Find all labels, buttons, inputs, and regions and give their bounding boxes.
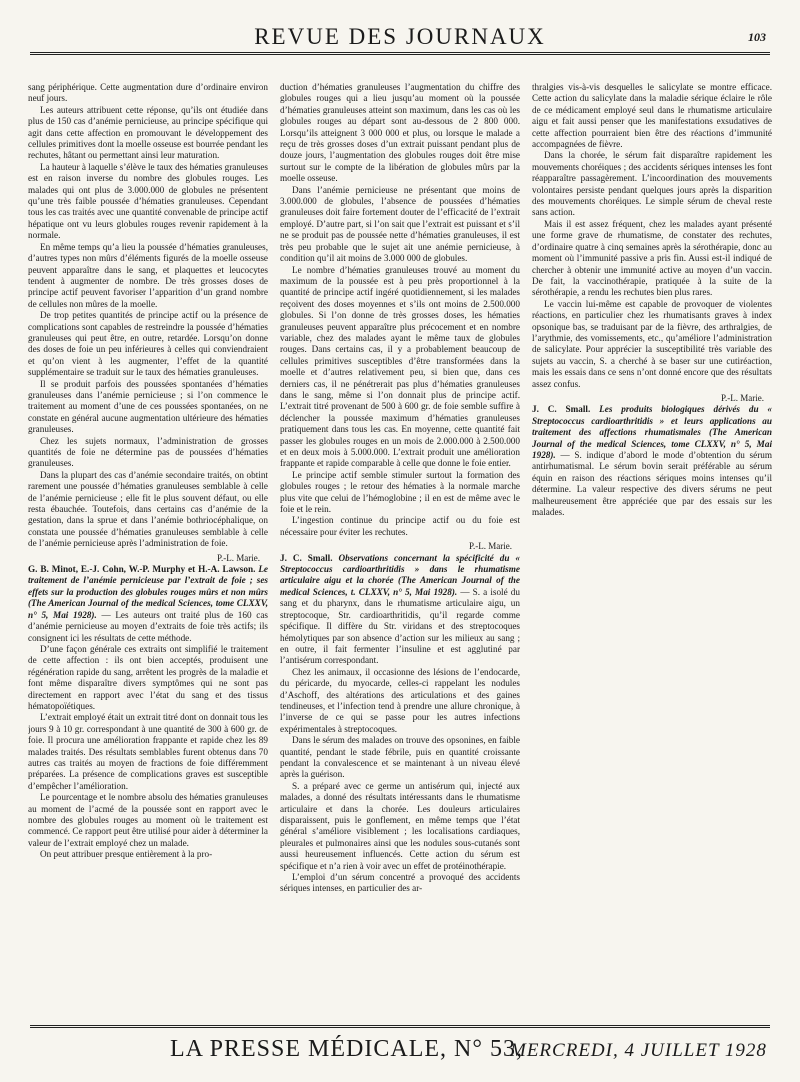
paragraph: Dans l’anémie pernicieuse ne présentant que moins de 3.000.000 de globules, l’absence de poussées d’hématies granuleuses doit faire fortement douter de l’efficacité de l’extrait employé. D’autre part, si l’on sait que l’extrait est puissant et s’il ne se produit pas de poussée nette d’hématies granuleuses, il est très peu probable que le sujet ait une anémie pernicieuse, à condition qu’il ait moins de 3.000 000 de globules. [280, 184, 520, 264]
article-title: Les produits biologiques dérivés du « Streptococcus cardioarthritidis » et leurs applications au traitement des affections rhumatismales (The American Journal of the medical Sciences, tome CLXXV, n° 5, Mai 1928). [532, 404, 772, 460]
column-3 [532, 82, 772, 1032]
paragraph: Chez les animaux, il occasionne des lésions de l’endocarde, du péricarde, du myocarde, celles-ci rappelant les nodules d’Aschoff, des altérations des articulations et des gaines tendineuses, et l’infection tend à prendre une allure chronique, à l’inverse de ce qui se passe pour les autres infections expérimentales à streptocoques. [280, 666, 520, 734]
article-authors: J. C. Small. [280, 552, 333, 563]
paragraph: On peut attribuer presque entièrement à la pro- [40, 849, 213, 860]
paragraph: L’emploi d’un sérum concentré a provoqué des accidents sériques intenses, en particulier des ar- [280, 872, 520, 894]
article-authors: J. C. Small. [532, 404, 591, 415]
paragraph: L’extrait employé était un extrait titré dont on donnait tous les jours 9 à 10 gr. correspondant à une quantité de 300 à 600 gr. de foie. Il procura une amélioration frappante et rapide chez les 89 malades traités. Des résultats semblables furent obtenus dans 70 autres cas traités au moyen de fractions de foie différemment préparées. La présence de complications graves est susceptible d’empêcher l’amélioration. [28, 712, 268, 791]
journal-name: LA PRESSE MÉDICALE, N° 53, [170, 1036, 523, 1062]
article-intro: — Les auteurs ont traité plus de 160 cas d’anémie pernicieuse au moyen d’extraits de foie très actifs; ils consignent ici les résultats de cette méthode. [28, 609, 268, 643]
paragraph: Le vaccin lui-même est capable de provoquer de violentes réactions, en particulier chez les rhumatisants graves à index opsonique bas, se traduisant par de la fièvre, des arthralgies, de l’arythmie, des vomissements, etc., qu’améliore l’administration de salicylate. Pour apprécier la susceptibilité très variable des sujets au vaccin, S. a cherché à se baser sur une cutiréaction, mais les essais dans ce sens n’ont donné encore que des résultats assez confus. [532, 298, 772, 389]
paragraph: Il se produit parfois des poussées spontanées d’hématies granuleuses dans l’anémie pernicieuse ; si l’on commence le traitement au moment d’une de ces poussées spontanées, on ne constate en général aucune augmentation ultérieure des hématies granuleuses. [28, 378, 268, 435]
issue-date: MERCREDI, 4 JUILLET 1928 [510, 1040, 767, 1061]
column-1 [28, 82, 268, 1032]
paragraph: Le principe actif semble stimuler surtout la formation des globules rouges ; le retour des hématies à la normale marche plus vite que celui de l’hémoglobine ; il en est de même avec le foie et le rein. [280, 469, 520, 515]
article-heading [532, 404, 772, 518]
paragraph: De trop petites quantités de principe actif ou la présence de complications sont capables de restreindre la poussée d’hématies granuleuses qui peut être, en outre, retardée. Lorsqu’on donne des doses de foie un peu inférieures à celles qui conviendraient et qu’on vient à les augmenter, l’effet de la quantité supplémentaire se traduit sur le taux des hématies granuleuses. [28, 310, 268, 378]
paragraph: L’ingestion continue du principe actif ou du foie est nécessaire pour éviter les rechutes. [280, 515, 520, 537]
paragraph: Le pourcentage et le nombre absolu des hématies granuleuses au moment de l’acmé de la poussée sont en rapport avec le nombre des globules rouges au moment où le traitement est commencé. Ce rapport peut être utilisé pour aider à déterminer la valeur de l’extrait employé chez un malade. [28, 792, 268, 848]
page-title: REVUE DES JOURNAUX [254, 24, 546, 49]
paragraph: Le nombre d’hématies granuleuses trouvé au moment du maximum de la poussée est à peu près proportionnel à la quantité de principe actif ingéré quotidiennement, si les malades reçoivent des doses moyennes et s’ils ont moins de 2.500.000 globules. Si l’on donne de très grosses doses, les hématies granuleuses peuvent apparaître plus précocement et en nombre variable, chez des malades ayant le même taux de globules rouges. Dans certains cas, il y a probablement beaucoup de cellules primitives susceptibles d’être transformées dans la moelle et d’autres relativement peu, si bien que, dans ces derniers cas, il ne pénétrerait pas plus d’hématies granuleuses dans le sang, même si l’on donnait plus de principe actif. L’extrait titré provenant de 500 à 600 gr. de foie semble suffire à déclencher la poussée maximum d’hématies granuleuses pratiquement dans tous les cas. En moyenne, cette quantité fait passer les globules rouges en un mois de 2.000.000 à 2.500.000 et en deux mois à 5.000.000. L’extrait produit une amélioration frappante et rapide comparable à celle que donne le foie entier. [280, 264, 520, 469]
article-intro: — S. a isolé du sang et du pharynx, dans le rhumatisme articulaire aigu, un streptocoque, Str. cardioarthritidis, qu’il regarde comme spécifique. Il diffère du Str. viridans et des streptocoques hémolytiques par son absence d’action sur les milieux au sang ; en outre, il fait fermenter l’insuline et est agglutiné par l’antisérum correspondant. [280, 586, 520, 666]
paragraph: sang périphérique. Cette augmentation dure d’ordinaire environ neuf jours. [28, 82, 268, 104]
page-number: 103 [748, 30, 766, 44]
page-footer [30, 1025, 770, 1072]
article-heading [280, 553, 520, 667]
author-signature: P.-L. Marie. [721, 392, 764, 403]
article-title: Observations concernant la spécificité du « Streptococcus cardioarthritidis » dans le rhumatisme articulaire aigu et la chorée (The American Journal of the medical Sciences, t. CLXXV, n° 5, Mai 1928). [280, 552, 520, 597]
paragraph: Chez les sujets normaux, l’administration de grosses quantités de foie ne détermine pas de poussées d’hématies granuleuses. [28, 435, 268, 469]
article-intro: — S. indique d’abord le mode d’obtention du sérum antirhumatismal. Le sérum bovin serait préférable au sérum équin en raison des réactions sériques moins intenses qu’il détermine. La valeur respective des divers sérums ne peut malheureusement être appréciée que par des essais sur les malades. [532, 450, 772, 518]
paragraph: Dans la plupart des cas d’anémie secondaire traités, on obtint rarement une poussée d’hématies granuleuses semblable à celle de l’anémie pernicieuse ; elle fit le plus souvent défaut, ou elle resta ébauchée. Toutefois, dans certains cas d’anémie de la gestation, dans la sprue et dans l’anémie bothriocéphalique, on constata une poussée d’hématies granuleuses semblable à celle de l’anémie pernicieuse après l’administration de foie. [28, 469, 268, 549]
author-signature: P.-L. Marie. [469, 541, 512, 552]
column-2 [280, 82, 520, 1032]
paragraph: Dans la chorée, le sérum fait disparaître rapidement les mouvements choréiques ; des accidents sériques intenses les font réapparaître passagèrement. L’incoordination des mouvements volontaires persiste pendant quelques jours après la disparition des mouvements choréiques. Le simple sérum de cheval reste sans action. [532, 150, 772, 218]
paragraph: Mais il est assez fréquent, chez les malades ayant présenté une forme grave de rhumatisme, de constater des rechutes, d’ordinaire quatre à cinq semaines après la sérothérapie, donc au moment où l’immunité passive a pris fin. Aussi est-il indiqué de chercher à obtenir une immunité active au moyen d’un vaccin. De fait, la vaccinothérapie, pratiquée à la suite de la sérothérapie, a rendu les rechutes bien plus rares. [532, 218, 772, 298]
paragraph: duction d’hématies granuleuses l’augmentation du chiffre des globules rouges qui a lieu jusqu’au moment où la poussée d’hématies granuleuses atteint son maximum, dans les cas où les globules rouges au départ sont au-dessous de 2 800 000. Lorsqu’ils atteignent 3 000 000 et plus, ou lorsque le malade a reçu de très grosses doses d’un extrait puissant pendant plus de douze jours, l’augmentation des globules rouges doit être mise surtout sur le compte de la libération de globules mûrs par la moelle osseuse. [280, 82, 520, 184]
paragraph: S. a préparé avec ce germe un antisérum qui, injecté aux malades, a donné des résultats intéressants dans le rhumatisme articulaire et dans la chorée. Les douleurs articulaires disparaissent, puis le gonflement, en même temps que l’état général s’améliore visiblement ; les localisations cardiaques, pleurales et pulmonaires ainsi que les nodules sous-cutanés sont aussi heureusement influencés. Cette action du sérum est spécifique et n’a rien à voir avec un effet de protéinothérapie. [280, 780, 520, 871]
text-columns [28, 82, 772, 1032]
article-heading [28, 564, 268, 644]
article-title: Le traitement de l’anémie pernicieuse par l’extrait de foie ; ses effets sur la production des globules rouges mûrs et non mûrs (The American Journal of the medical Sciences, tome CLXXV, n° 5, Mai 1928). [28, 564, 268, 620]
paragraph: Dans le sérum des malades on trouve des opsonines, en faible quantité, pendant le stade fébrile, puis en quantité croissante pendant la convalescence et se maintenant à un niveau élevé après la guérison. [280, 735, 520, 780]
paragraph: La hauteur à laquelle s’élève le taux des hématies granuleuses est en raison inverse du nombre des globules rouges. Les malades qui ont plus de 3.000.000 de globules ne présentent qu’une très faible poussée d’hématies granuleuses. Cependant tous les cas traités avec une quantité convenable de principe actif hépatique ont vu leurs globules rouges revenir rapidement à la normale. [28, 161, 268, 241]
paragraph: thralgies vis-à-vis desquelles le salicylate se montre efficace. Cette action du salicylate dans la maladie sérique éclaire le rôle de ce médicament employé seul dans le rhumatisme articulaire aigu et fait aussi penser que les manifestations exsudatives de cette affection pourraient bien être des réactions d’immunité accompagnées de fièvre. [532, 82, 772, 150]
author-signature: P.-L. Marie. [217, 552, 260, 563]
paragraph: Les auteurs attribuent cette réponse, qu’ils ont étudiée dans plus de 150 cas d’anémie pernicieuse, au principe spécifique qui agit dans cette affection en promouvant le développement des cellules primitives dont la moelle osseuse est bourrée pendant les rechutes, hâtant ou permettant ainsi leur maturation. [28, 104, 268, 161]
page-header [30, 6, 770, 55]
paragraph: En même temps qu’a lieu la poussée d’hématies granuleuses, d’autres types non mûrs d’éléments figurés de la moelle osseuse peuvent apparaître dans le sang, et plaquettes et leucocytes tendent à augmenter de nombre. De très grosses doses de principe actif peuvent favoriser l’apparition d’un grand nombre de cellules non mûres de la moelle. [28, 241, 268, 309]
paragraph: D’une façon générale ces extraits ont simplifié le traitement de cette affection : ils ont bien acceptés, produisent une régénération rapide du sang, arrêtent les progrès de la maladie et font même disparaître divers symptômes qui ne sont pas directement en rapport avec l’état du sang et des tissus hématopoïétiques. [28, 643, 268, 711]
article-authors: G. B. Minot, E.-J. Cohn, W.-P. Murphy et H.-A. Lawson. [28, 564, 256, 575]
